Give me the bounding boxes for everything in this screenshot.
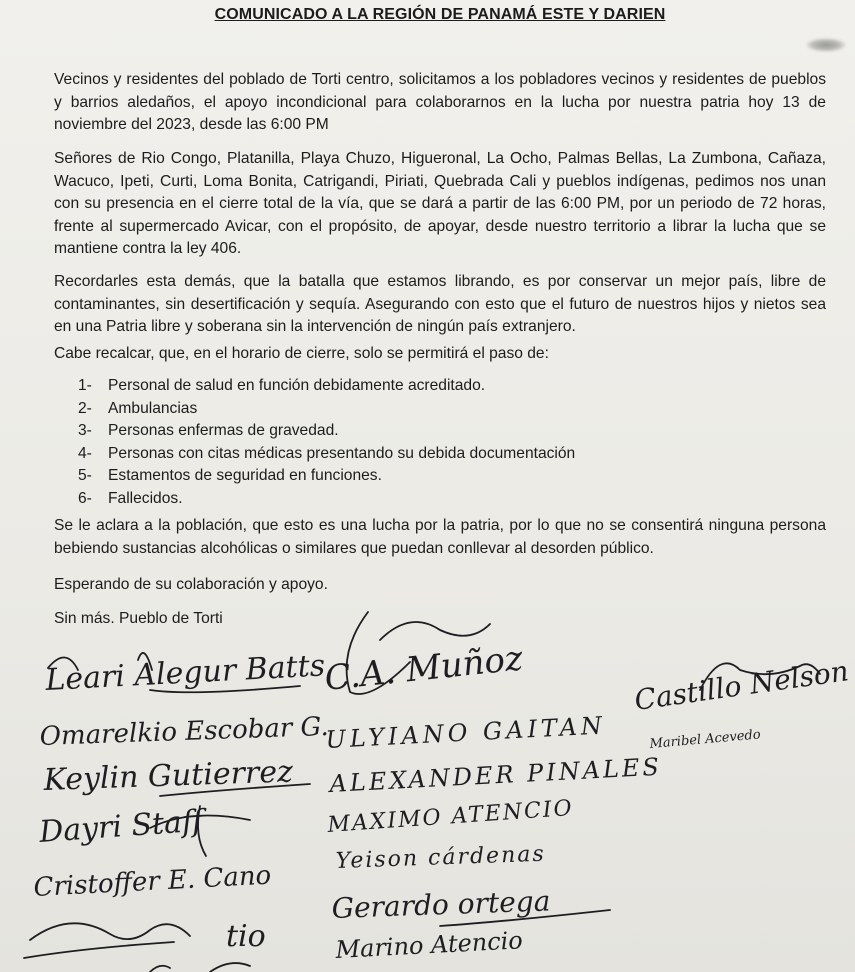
svg-text:tio: tio	[226, 919, 266, 954]
signature	[331, 884, 610, 926]
svg-text:Cristoffer E. Cano: Cristoffer E. Cano	[32, 860, 272, 903]
paragraph-reminder: Recordarles esta demás, que la batalla que estamos librando, es por conservar un mejor país, libre de contaminantes, sin desertificación y sequía. Asegurando con esto que el futuro de nuestros hijos y nietos sea en una Patria libre y soberana sin la intervención de ningún país extranjero.	[54, 273, 826, 336]
paragraph-warning: Se le aclara a la población, que esto es una lucha por la patria, por lo que no se consentirá ninguna persona bebiendo sustancias alcohólicas o similares que puedan conllevar al desorden público.	[54, 517, 826, 557]
signature	[44, 648, 326, 698]
list-item: 1- Personal de salud en función debidamente acreditado.	[78, 377, 486, 394]
svg-text:ALEXANDER PINALES: ALEXANDER PINALES	[328, 752, 663, 798]
svg-text:C.A. Muñoz: C.A. Muñoz	[322, 638, 525, 699]
svg-text:Dayri Staff: Dayri Staff	[38, 803, 205, 850]
paragraph-signoff: Sin más. Pueblo de Torti	[54, 610, 223, 627]
svg-text:Castillo Nelson: Castillo Nelson	[632, 654, 851, 717]
signature	[334, 926, 524, 964]
svg-text:Maribel Acevedo: Maribel Acevedo	[649, 727, 762, 752]
signature	[33, 861, 272, 903]
paragraph-request: Vecinos y residentes del poblado de Torti centro, solicitamos a los pobladores vecinos y residentes de pueblos y barrios aledaños, el apoyo incondicional para colaborarnos en la lucha por nuestra patria hoy 13 de noviembre del 2023, desde las 6:00 PM	[54, 71, 826, 134]
list-item: 6- Fallecidos.	[78, 489, 183, 507]
document-title: COMUNICADO A LA REGIÓN DE PANAMÁ ESTE Y DARIEN	[214, 6, 666, 23]
paragraph-allowed-intro: Cabe recalcar, que, en el horario de cierre, solo se permitirá el paso de:	[54, 345, 549, 362]
list-item: 3- Personas enfermas de gravedad.	[78, 422, 339, 440]
signature	[37, 803, 250, 856]
svg-text:Omarelkio Escobar G.: Omarelkio Escobar G.	[39, 711, 330, 752]
svg-text:Marino Atencio: Marino Atencio	[334, 926, 524, 964]
signature	[39, 712, 329, 752]
svg-text:Gerardo ortega: Gerardo ortega	[331, 884, 551, 925]
signature	[632, 654, 850, 717]
paragraph-closing: Esperando de su colaboración y apoyo.	[54, 576, 328, 593]
signature	[24, 923, 190, 958]
list-item: 4- Personas con citas médicas presentando su debida documentación	[78, 444, 576, 462]
signature	[335, 842, 546, 874]
list-item: 5- Estamentos de seguridad en funciones.	[78, 467, 382, 485]
signature	[226, 919, 266, 954]
signature	[648, 727, 761, 752]
svg-text:Yeison cárdenas: Yeison cárdenas	[335, 841, 547, 874]
signature	[42, 754, 310, 798]
signature	[323, 612, 526, 699]
svg-text:Leari Alegur Batts: Leari Alegur Batts	[44, 648, 326, 698]
svg-text:MAXIMO ATENCIO: MAXIMO ATENCIO	[326, 795, 575, 838]
svg-text:ULYIANO GAITAN: ULYIANO GAITAN	[324, 711, 607, 754]
signature	[326, 796, 575, 838]
signature	[325, 711, 607, 754]
list-item: 2- Ambulancias	[78, 399, 198, 417]
paragraph-communities: Señores de Rio Congo, Platanilla, Playa Chuzo, Higueronal, La Ocho, Palmas Bellas, La Zumbona, Cañaza, Wacuco, Ipeti, Curti, Loma Bonita, Catrigandi, Piriati, Quebrada Cali y pueblos indígenas, pedimos nos unan con su presencia en el cierre total de la vía, que se dará a partir de las 6:00 PM, por un periodo de 72 horas, frente al supermercado Avicar, con el propósito, de apoyar, desde nuestro territorio a librar la lucha que se mantiene contra la ley 406.	[54, 150, 826, 258]
svg-text:Keylin Gutierrez: Keylin Gutierrez	[43, 754, 294, 798]
signature	[327, 753, 663, 798]
